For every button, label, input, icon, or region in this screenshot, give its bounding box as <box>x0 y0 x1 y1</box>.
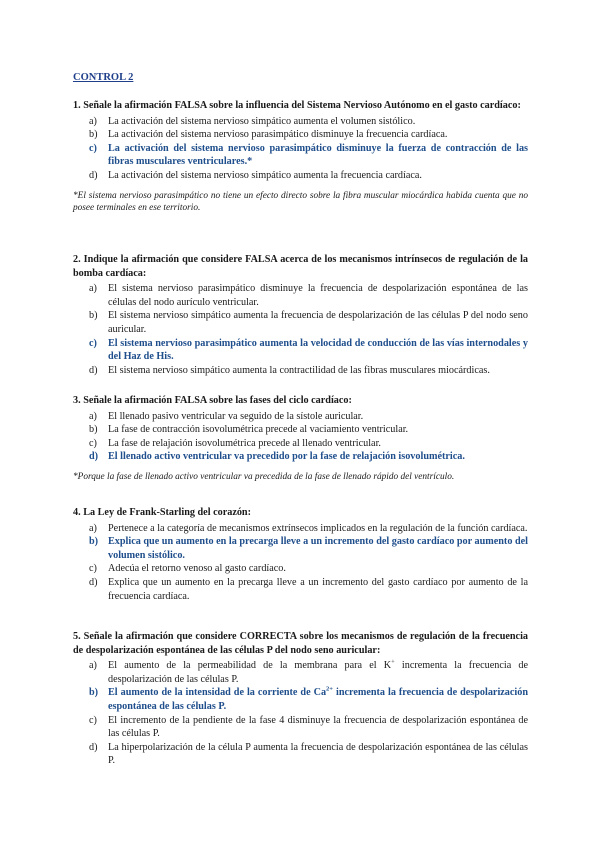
question-heading: 1. Señale la afirmación FALSA sobre la influencia del Sistema Nervioso Autónomo en el gasto cardíaco: <box>73 100 521 111</box>
question-3 <box>73 394 528 483</box>
option-letter: d) <box>89 741 98 753</box>
option-c <box>73 562 528 576</box>
option-c-correct <box>73 142 528 169</box>
option-text: El sistema nervioso parasimpático disminuye la frecuencia de despolarización espontánea de las células del nodo aurículo ventricular. <box>108 283 528 308</box>
page-title: CONTROL 2 <box>73 72 134 83</box>
option-text-after: incrementa la frecuencia de despolarización espontánea de las células P. <box>108 687 529 712</box>
option-letter: b) <box>89 687 99 699</box>
option-d <box>73 364 528 378</box>
option-c <box>73 714 528 741</box>
option-b <box>73 128 528 142</box>
option-text-after: incrementa la frecuencia de despolarización de las células P. <box>108 660 528 685</box>
option-c <box>73 437 528 451</box>
option-letter: a) <box>89 283 97 295</box>
option-text: Adecúa el retorno venoso al gasto cardíaco. <box>108 563 286 575</box>
option-letter: c) <box>89 563 97 575</box>
option-a <box>73 282 528 309</box>
option-c-correct <box>73 337 528 364</box>
option-letter: c) <box>89 337 97 349</box>
superscript: + <box>391 658 395 666</box>
option-d <box>73 741 528 768</box>
option-letter: c) <box>89 142 97 154</box>
option-b <box>73 423 528 437</box>
options-list <box>73 522 528 604</box>
option-d-correct <box>73 450 528 464</box>
option-b-correct <box>73 686 528 713</box>
option-text: El sistema nervioso simpático aumenta la contractilidad de las fibras musculares miocárdicas. <box>108 364 490 376</box>
option-letter: c) <box>89 437 97 449</box>
explanation-note: *Porque la fase de llenado activo ventricular va precedida de la fase de llenado rápido del ventrículo. <box>73 471 455 482</box>
option-letter: a) <box>89 115 97 127</box>
option-letter: b) <box>89 310 98 322</box>
superscript: 2+ <box>326 685 334 693</box>
option-letter: d) <box>89 364 98 376</box>
option-text: El sistema nervioso parasimpático aumenta la velocidad de conducción de las vías internodales y del Haz de His. <box>108 337 528 363</box>
option-text: La hiperpolarización de la célula P aumenta la frecuencia de despolarización espontánea de las células P. <box>108 741 528 767</box>
option-text: El incremento de la pendiente de la fase 4 disminuye la frecuencia de despolarización espontánea de las células P. <box>108 714 528 740</box>
option-letter: a) <box>89 410 97 422</box>
option-letter: b) <box>89 129 98 141</box>
option-text: La fase de contracción isovolumétrica precede al vaciamiento ventricular. <box>108 424 409 436</box>
option-text: La activación del sistema nervioso parasimpático disminuye la frecuencia cardíaca. <box>108 129 448 141</box>
option-text-before: El aumento de la intensidad de la corriente de Ca <box>108 687 327 699</box>
option-letter: d) <box>89 451 99 463</box>
question-heading: 3. Señale la afirmación FALSA sobre las fases del ciclo cardíaco: <box>73 395 352 406</box>
option-a <box>73 410 528 424</box>
option-letter: a) <box>89 522 97 534</box>
options-list <box>73 115 528 183</box>
options-list <box>73 659 528 768</box>
explanation-note: *El sistema nervioso parasimpático no tiene un efecto directo sobre la fibra muscular miocárdica habida cuenta que no posee terminales en ese territorio. <box>73 190 528 214</box>
option-text: El llenado pasivo ventricular va seguido de la sístole auricular. <box>108 410 364 422</box>
option-text: El llenado activo ventricular va precedido por la fase de relajación isovolumétrica. <box>108 451 465 463</box>
option-text-before: El aumento de la permeabilidad de la membrana para el K <box>108 660 392 672</box>
option-text: Explica que un aumento en la precarga lleve a un incremento del gasto cardíaco por aumento del volumen sistólico. <box>108 536 528 561</box>
options-list <box>73 282 528 377</box>
option-text: La activación del sistema nervioso simpático aumenta el volumen sistólico. <box>108 115 416 127</box>
option-letter: a) <box>89 660 97 672</box>
option-letter: b) <box>89 536 99 548</box>
question-heading: 5. Señale la afirmación que considere CORRECTA sobre los mecanismos de regulación de la frecuencia de despolarización espontánea de las células P del nodo seno auricular: <box>73 631 528 656</box>
option-letter: c) <box>89 714 97 726</box>
option-a <box>73 659 528 686</box>
option-letter: d) <box>89 169 98 181</box>
option-text: La activación del sistema nervioso parasimpático disminuye la fuerza de contracción de las fibras musculares ventriculares.* <box>108 142 528 168</box>
option-a <box>73 115 528 129</box>
options-list <box>73 410 528 464</box>
option-text: La fase de relajación isovolumétrica precede al llenado ventricular. <box>108 437 381 449</box>
option-a <box>73 522 528 536</box>
option-text: El sistema nervioso simpático aumenta la frecuencia de despolarización de las células P del nodo seno auricular. <box>108 310 528 335</box>
question-2 <box>73 253 528 377</box>
option-text: Explica que un aumento en la precarga lleve a un incremento del gasto cardíaco por aumento de la frecuencia cardíaca. <box>108 576 528 602</box>
option-b-correct <box>73 535 528 562</box>
option-d <box>73 576 528 603</box>
option-text: Pertenece a la categoría de mecanismos extrínsecos implicados en la regulación de la función cardíaca. <box>108 522 528 534</box>
question-heading: 2. Indique la afirmación que considere FALSA acerca de los mecanismos intrínsecos de regulación de la bomba cardíaca: <box>73 254 528 279</box>
question-5 <box>73 630 528 768</box>
option-b <box>73 309 528 336</box>
question-4 <box>73 506 528 603</box>
option-letter: b) <box>89 424 98 436</box>
option-text: La activación del sistema nervioso simpático aumenta la frecuencia cardíaca. <box>108 169 422 181</box>
option-d <box>73 169 528 183</box>
question-1 <box>73 99 528 215</box>
question-heading: 4. La Ley de Frank-Starling del corazón: <box>73 507 251 518</box>
option-letter: d) <box>89 576 98 588</box>
